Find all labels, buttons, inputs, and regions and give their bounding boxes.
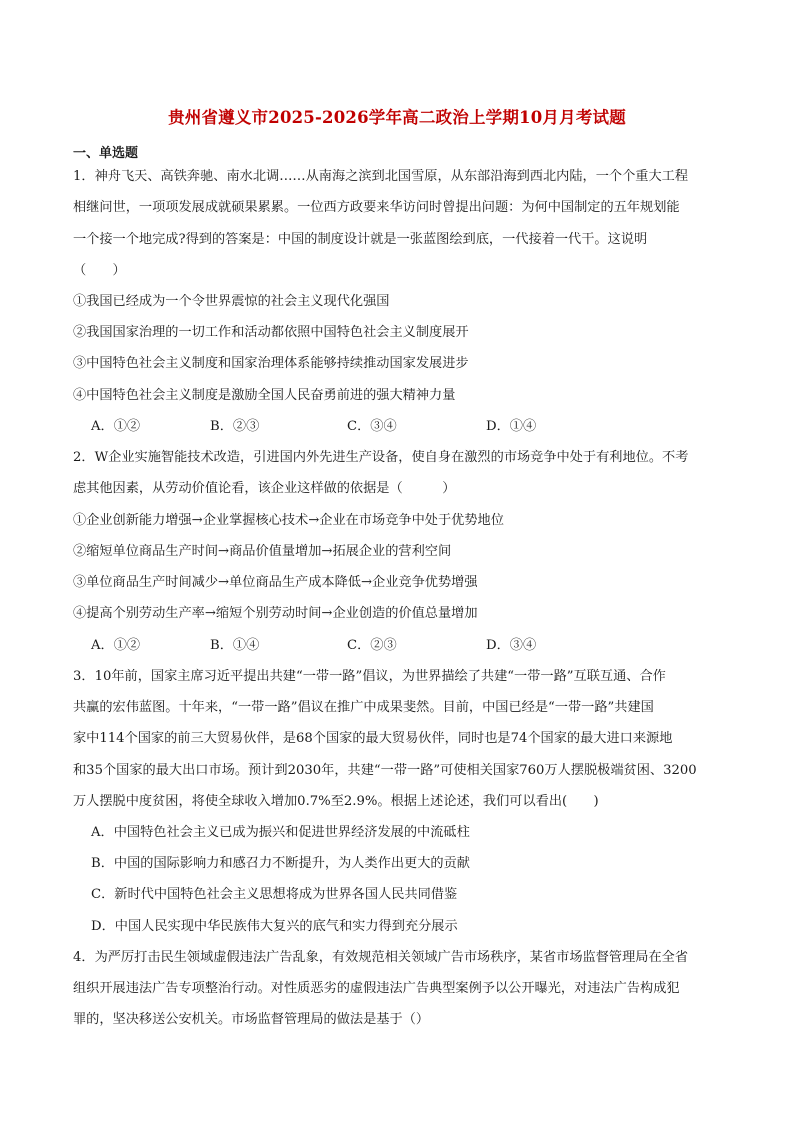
q2-statement-1: ①企业创新能力增强→企业掌握核心技术→企业在市场竞争中处于优势地位	[73, 513, 504, 528]
q3-choice-b[interactable]: B．中国的国际影响力和感召力不断提升，为人类作出更大的贡献	[91, 856, 470, 871]
q2-line-2: 虑其他因素，从劳动价值论看，该企业这样做的依据是（ ）	[73, 481, 456, 496]
q1-statement-4: ④中国特色社会主义制度是激励全国人民奋勇前进的强大精神力量	[73, 388, 456, 403]
q1-statement-3: ③中国特色社会主义制度和国家治理体系能够持续推动国家发展进步	[73, 356, 469, 371]
q2-statement-4: ④提高个别劳动生产率→缩短个别劳动时间→企业创造的价值总量增加	[73, 606, 478, 621]
q4-line-1: 4．为严厉打击民生领域虚假违法广告乱象，有效规范相关领域广告市场秩序，某省市场监督管理局在全省	[73, 950, 689, 965]
q3-choice-c[interactable]: C．新时代中国特色社会主义思想将成为世界各国人民共同借鉴	[91, 887, 458, 902]
q1-option-a[interactable]: A．①②	[91, 419, 141, 434]
q1-line-3: 一个接一个地完成?得到的答案是：中国的制度设计就是一张蓝图绘到底，一代接着一代干。这说明	[73, 232, 648, 247]
q2-option-d[interactable]: D．③④	[486, 638, 537, 653]
q3-line-4: 和35个国家的最大出口市场。预计到2030年，共建“一带一路”可使相关国家760万人摆脱极端贫困、3200	[73, 763, 697, 778]
q1-line-1: 1．神舟飞天、高铁奔驰、南水北调……从南海之滨到北国雪原，从东部沿海到西北内陆，一个个重大工程	[73, 169, 689, 184]
q1-option-b[interactable]: B．②③	[210, 419, 260, 434]
q1-statement-1: ①我国已经成为一个令世界震惊的社会主义现代化强国	[73, 294, 390, 309]
q2-option-b[interactable]: B．①④	[210, 638, 260, 653]
q3-line-1: 3．10年前，国家主席习近平提出共建“一带一路”倡议，为世界描绘了共建“一带一路”互联互通、合作	[73, 669, 666, 684]
q4-line-2: 组织开展违法广告专项整治行动。对性质恶劣的虚假违法广告典型案例予以公开曝光，对违法广告构成犯	[73, 981, 680, 996]
q2-option-c[interactable]: C．②③	[347, 638, 397, 653]
q3-line-2: 共赢的宏伟蓝图。十年来，“一带一路”倡议在推广中成果斐然。目前，中国已经是“一带一路”共建国	[73, 700, 654, 715]
q3-choice-d[interactable]: D．中国人民实现中华民族伟大复兴的底气和实力得到充分展示	[91, 919, 458, 934]
q2-option-a[interactable]: A．①②	[91, 638, 141, 653]
q1-answer-bracket: （ ）	[73, 263, 126, 278]
page-title: 贵州省遵义市2025-2026学年高二政治上学期10月月考试题	[168, 108, 626, 127]
q2-line-1: 2．W企业实施智能技术改造，引进国内外先进生产设备，使自身在激烈的市场竞争中处于有利地位。不考	[73, 450, 689, 465]
q3-choice-a[interactable]: A．中国特色社会主义已成为振兴和促进世界经济发展的中流砥柱	[91, 825, 470, 840]
q2-statement-2: ②缩短单位商品生产时间→商品价值量增加→拓展企业的营利空间	[73, 544, 452, 559]
q3-line-5: 万人摆脱中度贫困，将使全球收入增加0.7%至2.9%。根据上述论述，我们可以看出( )	[73, 794, 599, 809]
q4-line-3: 罪的，坚决移送公安机关。市场监督管理局的做法是基于（）	[73, 1012, 430, 1027]
q2-statement-3: ③单位商品生产时间减少→单位商品生产成本降低→企业竞争优势增强	[73, 575, 478, 590]
q1-option-c[interactable]: C．③④	[347, 419, 397, 434]
section-heading: 一、单选题	[73, 146, 139, 161]
q1-statement-2: ②我国国家治理的一切工作和活动都依照中国特色社会主义制度展开	[73, 325, 469, 340]
q1-options	[91, 415, 591, 435]
q1-line-2: 相继问世，一项项发展成就硕果累累。一位西方政要来华访问时曾提出问题：为何中国制定的五年规划能	[73, 200, 680, 215]
q2-options	[91, 634, 591, 654]
q1-option-d[interactable]: D．①④	[486, 419, 537, 434]
q3-line-3: 家中114个国家的前三大贸易伙伴，是68个国家的最大贸易伙伴，同时也是74个国家的最大进口来源地	[73, 731, 673, 746]
